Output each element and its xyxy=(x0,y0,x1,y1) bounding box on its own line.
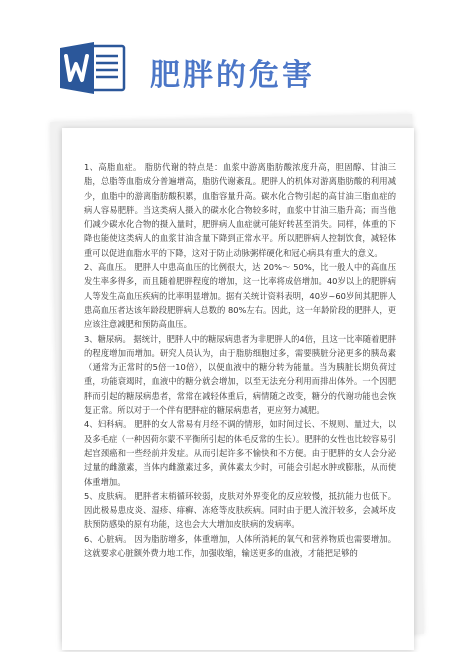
paragraph-hypertension: 2、高血压。 肥胖人中患高血压的比例很大，达 20%～ 50%，比一般人中的高血压发生率多得多，而且随着肥胖程度的增加，这一比率将成倍增加。40岁以上的肥胖病人等发生高血压疾病的比率明显增加。据有关统计资料表明，40岁~60岁间其肥胖人患高血压者达该年龄段肥胖病人总数的 80%左右。因此，这一年龄阶段的肥胖人，更应该注意减肥和预防高血压。 xyxy=(84,262,396,330)
document-page xyxy=(62,128,414,650)
paragraph-heart-disease: 6、心脏病。 因为脂肪增多，体重增加，人体所消耗的氧气和营养物质也需要增加。这就要求心脏额外费力地工作，加强收缩，输送更多的血液，才能把足够的 xyxy=(84,533,396,559)
paragraph-hyperlipidemia: 1、高脂血症。 脂肪代谢的特点是：血浆中游离脂肪酸浓度升高，胆固醇、甘油三脂，总脂等血脂成分普遍增高，脂肪代谢紊乱。肥胖人的机体对游离脂肪酸的利用减少，血脂中的游离脂肪酸积累，血脂容量升高。碳水化合物引起的高甘油三脂血症的病人容易肥胖。当这类病人摄入的碳水化合物较多时，血浆中甘油三脂升高；而当他们减少碳水化合物的摄入量时，肥胖病人血症就可能好转甚至消失。同样，体重的下降也能使这类病人的血浆甘油含量下降到正常水平。所以肥胖病人控制饮食，减轻体重可以促进血脂水平的下降，这对于防止动脉粥样硬化和冠心病具有重大的意义。 xyxy=(84,162,396,258)
paragraph-diabetes: 3、糖尿病。 据统计，肥胖人中的糖尿病患者为非肥胖人的4倍，且这一比率随着肥胖的程度增加而增加。研究人员认为，由于脂肪细胞过多，需要胰脏分泌更多的胰岛素（通常为正常时的5倍一10倍），以便血液中的糖分转为能量。当为胰脏长期负荷过重，功能衰竭时，血液中的糖分就会增加，以至无法充分利用而排出体外。一个因肥胖而引起的糖尿病患者，常常在减轻体重后，病情随之改变，糖分的代谢功能也会恢复正常。所以对于一个伴有肥胖症的糖尿病患者，更应努力减肥。 xyxy=(84,333,396,416)
paragraph-gynecological-disease: 4、妇科病。 肥胖的女人常易有月经不调的情形，如时间过长、不规则、量过大，以及多毛症（一种因荷尔蒙不平衡所引起的体毛反常的生长）。肥胖的女性也比较容易引起宫颈癌和一些经前并发症。从而引起许多不愉快和不方便。由于肥胖的女人会分泌过量的雌激素，当体内雌激素过多，黄体素太少时，可能会引起水肿或膨胀，从而使体重增加。 xyxy=(84,419,396,487)
word-document-icon xyxy=(60,42,130,94)
page-bottom-margin xyxy=(0,652,474,669)
document-title: 肥胖的危害 xyxy=(150,58,315,93)
paragraph-skin-disease: 5、皮肤病。 肥胖者末梢循环较弱，皮肤对外界变化的反应较慢，抵抗能力也低下。因此极易患皮炎、湿疹、痱癣、冻疮等皮肤疾病。同时由于肥人流汗较多，会减坏皮肤预防感染的原有功能，这也会大大增加皮肤病的发病率。 xyxy=(84,490,396,530)
document-body xyxy=(84,160,396,560)
